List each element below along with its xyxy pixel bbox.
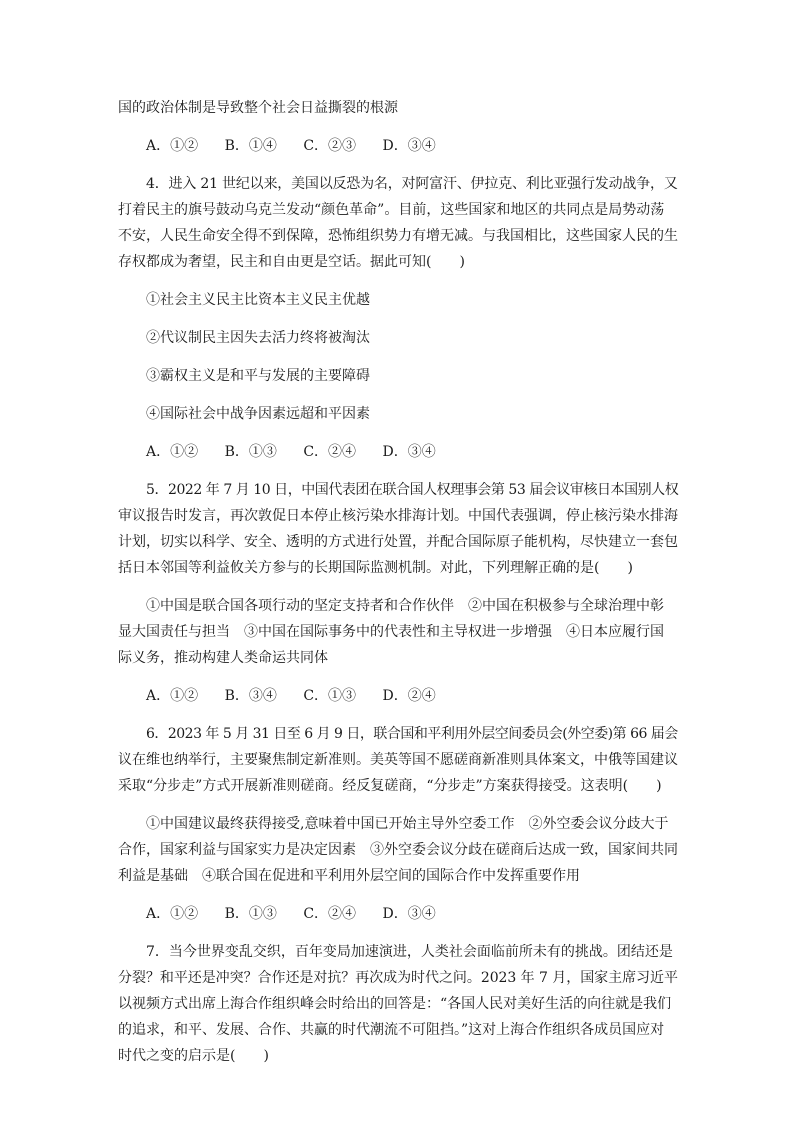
q4-option-b: B．①③: [224, 444, 277, 460]
q6-option-d: D．③④: [382, 906, 436, 922]
q5-option-d: D．②④: [382, 688, 436, 704]
q4-statement-4: ④国际社会中战争因素远超和平因素: [146, 406, 370, 422]
q5-stem-line-4: 括日本邻国等利益攸关方参与的长期国际监测机制。对此，下列理解正确的是( ): [118, 560, 633, 576]
q7-stem-line-4: 的追求，和平、发展、合作、共赢的时代潮流不可阻挡。”这对上海合作组织各成员国应对: [118, 1022, 665, 1038]
q4-stem-line-3: 不安，人民生命安全得不到保障，恐怖组织势力有增无减。与我国相比，这些国家人民的生: [118, 228, 678, 244]
q6-statements-line-1: ①中国建议最终获得接受,意味着中国已开始主导外空委工作 ②外空委会议分歧大于: [146, 816, 669, 832]
q4-stem-line-4: 存权都成为奢望，民主和自由更是空话。据此可知( ): [118, 254, 465, 270]
q5-statements-line-1: ①中国是联合国各项行动的坚定支持者和合作伙伴 ②中国在积极参与全球治理中彰: [146, 598, 664, 614]
q3-option-b: B．①④: [224, 138, 277, 154]
q6-statements-line-3: 利益是基础 ④联合国在促进和平利用外层空间的国际合作中发挥重要作用: [118, 868, 580, 884]
q6-stem-line-3: 采取“分步走”方式开展新准则磋商。经反复磋商，“分步走”方案获得接受。这表明( ): [118, 778, 662, 794]
q5-option-b: B．③④: [224, 688, 277, 704]
q3-options: [146, 136, 458, 156]
q6-option-a: A．①②: [146, 906, 199, 922]
q4-option-d: D．③④: [382, 444, 436, 460]
q6-stem-line-2: 议在维也纳举行，主要聚焦制定新准则。美英等国不愿磋商新准则具体案文，中俄等国建议: [118, 752, 678, 768]
q7-stem-line-2: 分裂？和平还是冲突？合作还是对抗？再次成为时代之问。2023 年 7 月，国家主席习近平: [118, 970, 678, 986]
q6-options: [146, 904, 458, 924]
q4-options: [146, 442, 458, 462]
document-page: [118, 0, 678, 1123]
q6-option-c: C．②④: [303, 906, 357, 922]
q4-option-a: A．①②: [146, 444, 199, 460]
q5-statements-line-3: 际义务，推动构建人类命运共同体: [118, 650, 328, 666]
q3-option-a: A．①②: [146, 138, 199, 154]
q3-stem-tail: 国的政治体制是导致整个社会日益撕裂的根源: [118, 100, 398, 116]
q5-options: [146, 686, 458, 706]
q3-option-d: D．③④: [382, 138, 436, 154]
q5-stem-line-2: 审议报告时发言，再次敦促日本停止核污染水排海计划。中国代表强调，停止核污染水排海: [118, 508, 678, 524]
q4-option-c: C．②④: [303, 444, 357, 460]
q5-stem-line-3: 计划，切实以科学、安全、透明的方式进行处置，并配合国际原子能机构，尽快建立一套包: [118, 534, 678, 550]
q5-option-a: A．①②: [146, 688, 199, 704]
q3-option-c: C．②③: [303, 138, 357, 154]
q5-option-c: C．①③: [303, 688, 357, 704]
q6-statements-line-2: 合作，国家利益与国家实力是决定因素 ③外空委会议分歧在磋商后达成一致，国家间共同: [118, 842, 678, 858]
q4-statement-2: ②代议制民主因失去活力终将被淘汰: [146, 330, 370, 346]
q7-stem-line-1: 7．当今世界变乱交织，百年变局加速演进，人类社会面临前所未有的挑战。团结还是: [146, 944, 673, 960]
q4-statement-3: ③霸权主义是和平与发展的主要障碍: [146, 368, 370, 384]
q7-stem-line-3: 以视频方式出席上海合作组织峰会时给出的回答是：“各国人民对美好生活的向往就是我们: [118, 996, 672, 1012]
q6-stem-line-1: 6．2023 年 5 月 31 日至 6 月 9 日，联合国和平利用外层空间委员会(外空委)第 66 届会: [146, 726, 678, 742]
q4-statement-1: ①社会主义民主比资本主义民主优越: [146, 292, 370, 308]
q4-stem-line-1: 4．进入 21 世纪以来，美国以反恐为名，对阿富汗、伊拉克、利比亚强行发动战争，又: [146, 176, 678, 192]
q6-option-b: B．①③: [224, 906, 277, 922]
q4-stem-line-2: 打着民主的旗号鼓动乌克兰发动“颜色革命”。目前，这些国家和地区的共同点是局势动荡: [118, 202, 665, 218]
q7-stem-line-5: 时代之变的启示是( ): [118, 1048, 269, 1064]
q5-statements-line-2: 显大国责任与担当 ③中国在国际事务中的代表性和主导权进一步增强 ④日本应履行国: [118, 624, 664, 640]
q5-stem-line-1: 5．2022 年 7 月 10 日，中国代表团在联合国人权理事会第 53 届会议审核日本国别人权: [146, 482, 679, 498]
